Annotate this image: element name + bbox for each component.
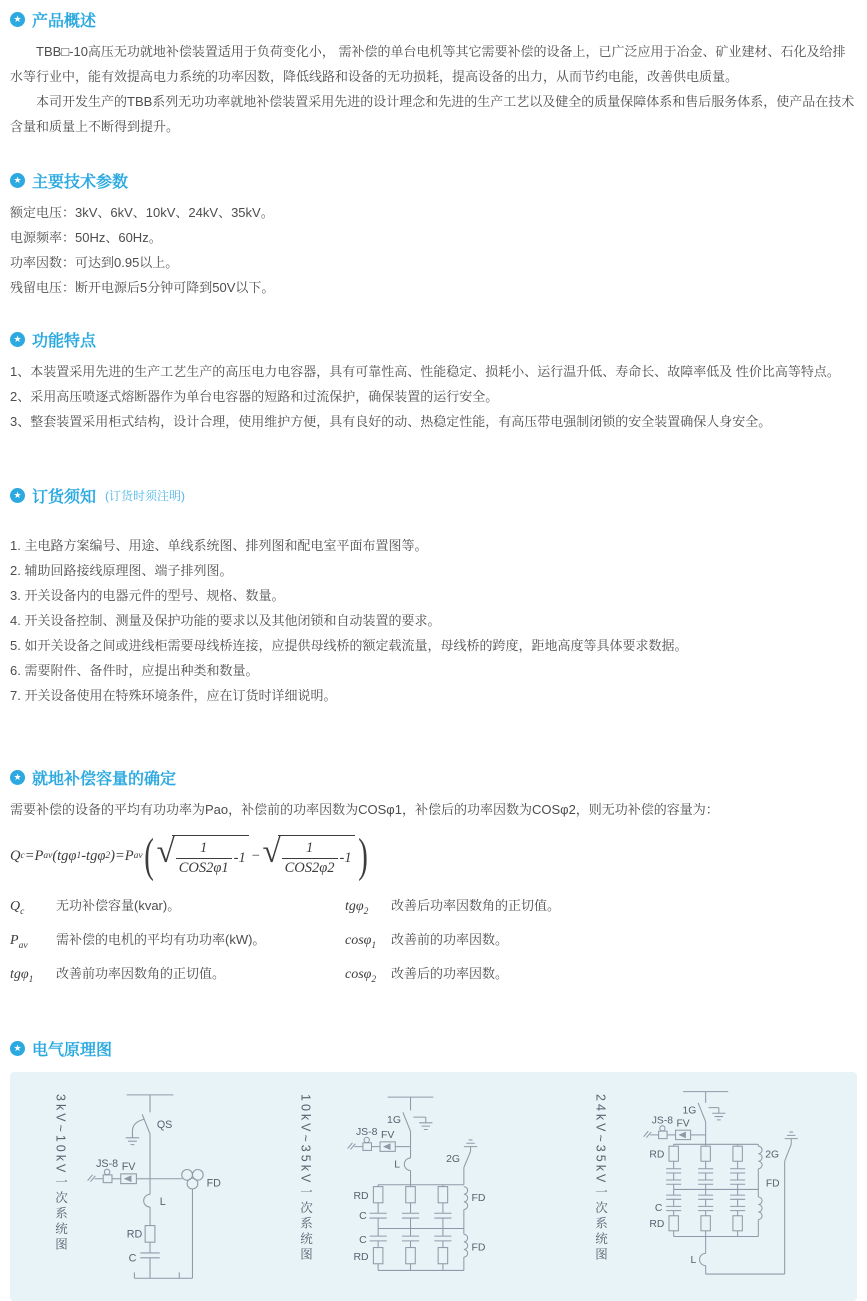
parameter-item: 额定电压：3kV、6kV、10kV、24kV、35kV。 xyxy=(10,205,274,220)
diagram-vertical-label: 3kV~10kV一次系统图 xyxy=(53,1093,68,1253)
section-overview-title xyxy=(10,8,857,31)
label-fv: FV xyxy=(121,1160,135,1173)
label-js8: JS-8 xyxy=(355,1127,377,1139)
section-title-text: 功能特点 xyxy=(32,333,97,350)
label-l: L xyxy=(690,1255,696,1267)
diagram-10kv-35kv xyxy=(297,1089,521,1289)
label-c: C xyxy=(128,1252,136,1265)
feature-item: 3、整套装置采用柜式结构，设计合理，使用维护方便，具有良好的动、热稳定性能，有高压带电强制闭锁的安全装置确保人身安全。 xyxy=(10,414,772,429)
ordering-item: 5. 如开关设备之间或进线柜需要母线桥连接，应提供母线桥的额定载流量，母线桥的跨度，距地高度等具体要求数据。 xyxy=(10,638,688,653)
radical-sign: √ xyxy=(156,834,175,871)
label-fv: FV xyxy=(380,1129,394,1141)
ordering-item: 7. 开关设备使用在特殊环境条件，应在订货时详细说明。 xyxy=(10,688,337,703)
features-list xyxy=(10,359,857,434)
section-title-text: 就地补偿容量的确定 xyxy=(32,771,177,788)
diagram-vertical-label: 10kV~35kV一次系统图 xyxy=(298,1093,313,1263)
label-fd: FD xyxy=(206,1177,221,1190)
label-c: C xyxy=(654,1203,662,1215)
ordering-item: 2. 辅助回路接线原理图、端子排列图。 xyxy=(10,563,233,578)
symbol-definitions xyxy=(10,892,857,993)
formula-lhs: Q xyxy=(10,847,21,864)
big-paren-close: ) xyxy=(357,828,368,882)
star-icon: ★ xyxy=(10,332,25,347)
label-fd: FD xyxy=(470,1192,485,1204)
section-title-text: 电气原理图 xyxy=(32,1042,113,1060)
big-paren-open: ( xyxy=(143,828,154,882)
parameter-item: 功率因数：可达到0.95以上。 xyxy=(10,255,179,270)
diagram-24kv-35kv xyxy=(592,1086,816,1291)
section-subtitle: (订货时须注明) xyxy=(105,489,186,503)
label-rd: RD xyxy=(648,1149,664,1161)
overview-paragraph: TBB□-10高压无功就地补偿装置适用于负荷变化小， 需补偿的单台电机等其它需要补偿的设备上，已广泛应用于冶金、矿业建材、石化及给排水等行业中，能有效提高电力系统的功率因数，降低线路和设备的无功损耗，提高设备的出力，从而节约电能，改善供电质量。 xyxy=(10,44,846,84)
section-ordering-title xyxy=(10,484,857,507)
star-icon: ★ xyxy=(10,770,25,785)
label-rd: RD xyxy=(648,1219,664,1231)
feature-item: 2、采用高压喷逐式熔断器作为单台电容器的短路和过流保护，确保装置的运行安全。 xyxy=(10,389,499,404)
diagram-3kv-10kv xyxy=(52,1089,226,1289)
parameters-list xyxy=(10,200,857,300)
radical-sign: √ xyxy=(262,834,281,871)
section-schematic xyxy=(10,1037,857,1301)
label-c: C xyxy=(358,1210,367,1222)
label-js8: JS-8 xyxy=(95,1157,118,1170)
section-features-title xyxy=(10,328,857,351)
section-ordering xyxy=(10,484,857,708)
definition-row: tgφ$_1$ 改善前功率因数角的正切值。 xyxy=(10,965,226,985)
circuit-diagram-10kv-35kv xyxy=(321,1089,521,1289)
label-2g: 2G xyxy=(445,1153,460,1165)
section-compensation-title xyxy=(10,766,857,789)
definition-row: $P_{av}$ 需补偿的电机的平均有功功率(kW)。 xyxy=(10,931,266,951)
section-title-text: 主要技术参数 xyxy=(32,174,129,191)
schematic-panel xyxy=(10,1072,857,1301)
label-qs: QS xyxy=(156,1118,172,1131)
star-icon: ★ xyxy=(10,488,25,503)
label-rd: RD xyxy=(352,1190,369,1202)
parameter-item: 电源频率：50Hz、60Hz。 xyxy=(10,230,162,245)
section-title-text: 产品概述 xyxy=(32,13,97,30)
section-parameters xyxy=(10,169,857,300)
ordering-list xyxy=(10,533,857,708)
star-icon: ★ xyxy=(10,12,25,27)
label-1g: 1G xyxy=(386,1114,401,1126)
label-fd: FD xyxy=(470,1242,485,1254)
label-c: C xyxy=(358,1234,367,1246)
circuit-diagram-3kv-10kv xyxy=(76,1089,226,1289)
label-fv: FV xyxy=(675,1118,690,1130)
feature-item: 1、本装置采用先进的生产工艺生产的高压电力电容器，具有可靠性高、性能稳定、损耗小、运行温升低、寿命长、故障率低及 性价比高等特点。 xyxy=(10,364,840,379)
star-icon: ★ xyxy=(10,1041,25,1056)
section-schematic-title xyxy=(10,1037,857,1060)
label-fd: FD xyxy=(765,1179,780,1191)
section-title-text: 订货须知 xyxy=(32,489,97,506)
sqrt-term-1: √ $\frac{1}{\text{COS2φ1}}$ -1 xyxy=(157,835,249,876)
circuit-diagram-24kv-35kv xyxy=(616,1086,816,1291)
label-l: L xyxy=(393,1159,400,1171)
label-l: L xyxy=(159,1195,166,1208)
ordering-item: 1. 主电路方案编号、用途、单线系统图、排列图和配电室平面布置图等。 xyxy=(10,538,428,553)
ordering-item: 6. 需要附件、备件时，应提出种类和数量。 xyxy=(10,663,259,678)
label-2g: 2G xyxy=(764,1149,779,1161)
label-rd: RD xyxy=(126,1228,142,1241)
star-icon: ★ xyxy=(10,173,25,188)
ordering-item: 3. 开关设备内的电器元件的型号、规格、数量。 xyxy=(10,588,285,603)
definition-row: cosφ$_2$ 改善后的功率因数。 xyxy=(345,965,509,985)
sqrt-term-2: √ $\frac{1}{\text{COS2φ2}}$ -1 xyxy=(263,835,355,876)
section-parameters-title xyxy=(10,169,857,192)
section-features xyxy=(10,328,857,434)
compensation-intro: 需要补偿的设备的平均有功功率为Pao，补偿前的功率因数为COSφ1，补偿后的功率因数为COSφ2，则无功补偿的容量为： xyxy=(10,802,719,817)
label-js8: JS-8 xyxy=(651,1116,673,1128)
section-overview xyxy=(10,8,857,139)
label-rd: RD xyxy=(352,1251,369,1263)
label-1g: 1G xyxy=(681,1105,696,1117)
definition-row: $Q_c$ 无功补偿容量(kvar)。 xyxy=(10,898,181,917)
ordering-item: 4. 开关设备控制、测量及保护功能的要求以及其他闭锁和自动装置的要求。 xyxy=(10,613,441,628)
overview-paragraph: 本司开发生产的TBB系列无功功率就地补偿装置采用先进的设计理念和先进的生产工艺以及健全的质量保障体系和售后服务体系，使产品在技术含量和质量上不断得到提升。 xyxy=(10,94,855,134)
definition-row: cosφ$_1$ 改善前的功率因数。 xyxy=(345,931,509,951)
compensation-formula: Q c = P av (tgφ 1 -tgφ 2 ) = P av ( √ $\frac{1}{\text{COS2φ1}}$ -1 − √ $\frac{1}{\text{COS2φ2}}$ -1 ) xyxy=(10,828,368,882)
parameter-item: 残留电压：断开电源后5分钟可降到50V以下。 xyxy=(10,280,275,295)
definition-row: tgφ$_2$ 改善后功率因数角的正切值。 xyxy=(345,898,561,917)
diagram-vertical-label: 24kV~35kV一次系统图 xyxy=(593,1093,608,1263)
section-compensation xyxy=(10,766,857,993)
